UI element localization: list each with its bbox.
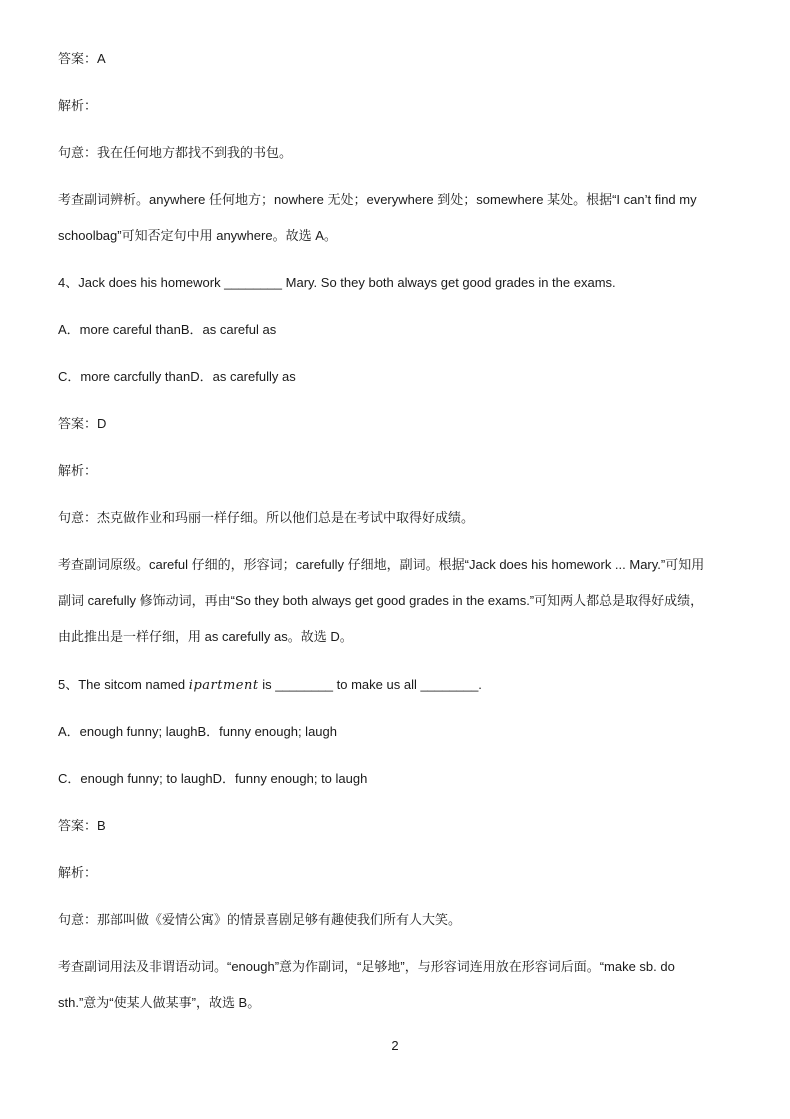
q5-analysis-label: 解析： bbox=[58, 865, 98, 880]
q5-answer: 答案：B bbox=[58, 818, 106, 833]
q5-question-title: ipartment bbox=[188, 678, 259, 693]
q4-explanation-line-3: 由此推出是一样仔细，用 as carefully as。故选 D。 bbox=[58, 629, 353, 644]
q5-explanation-line-1: 考查副词用法及非谓语动词。“enough”意为作副词，“足够地”，与形容词连用放在形容词后面。“make sb. do bbox=[58, 959, 675, 974]
q5-question-prefix: 5、The sitcom named bbox=[58, 677, 189, 692]
q3-answer: 答案：A bbox=[58, 51, 106, 66]
q3-explanation-line-2: schoolbag”可知否定句中用 anywhere。故选 A。 bbox=[58, 228, 337, 243]
q3-meaning: 句意：我在任何地方都找不到我的书包。 bbox=[58, 145, 293, 160]
q4-answer: 答案：D bbox=[58, 416, 107, 431]
q5-options-cd: C．enough funny; to laughD．funny enough; to laugh bbox=[58, 771, 368, 786]
q5-options-ab: A．enough funny; laughB．funny enough; laugh bbox=[58, 724, 337, 739]
q3-explanation-line-1: 考查副词辨析。anywhere 任何地方；nowhere 无处；everywhere 到处；somewhere 某处。根据“I can’t find my bbox=[58, 192, 697, 207]
q4-analysis-label: 解析： bbox=[58, 463, 98, 478]
q3-analysis-label: 解析： bbox=[58, 98, 98, 113]
q5-meaning: 句意：那部叫做《爱情公寓》的情景喜剧足够有趣使我们所有人大笑。 bbox=[58, 912, 462, 927]
q5-explanation-line-2: sth.”意为“使某人做某事”，故选 B。 bbox=[58, 995, 261, 1010]
q5-question-suffix: is ________ to make us all ________. bbox=[258, 677, 482, 692]
q4-question: 4、Jack does his homework ________ Mary. So they both always get good grades in the exams. bbox=[58, 275, 616, 290]
q5-question bbox=[58, 676, 482, 695]
q4-options-ab: A．more careful thanB．as careful as bbox=[58, 322, 277, 337]
q4-explanation-line-2: 副词 carefully 修饰动词，再由“So they both always get good grades in the exams.”可知两人都总是取得好成绩， bbox=[58, 593, 704, 608]
q4-meaning: 句意：杰克做作业和玛丽一样仔细。所以他们总是在考试中取得好成绩。 bbox=[58, 510, 475, 525]
page-number: 2 bbox=[391, 1038, 399, 1053]
q4-explanation-line-1: 考查副词原级。careful 仔细的，形容词；carefully 仔细地，副词。根据“Jack does his homework ... Mary.”可知用 bbox=[58, 557, 705, 572]
q4-options-cd: C．more carcfully thanD．as carefully as bbox=[58, 369, 296, 384]
